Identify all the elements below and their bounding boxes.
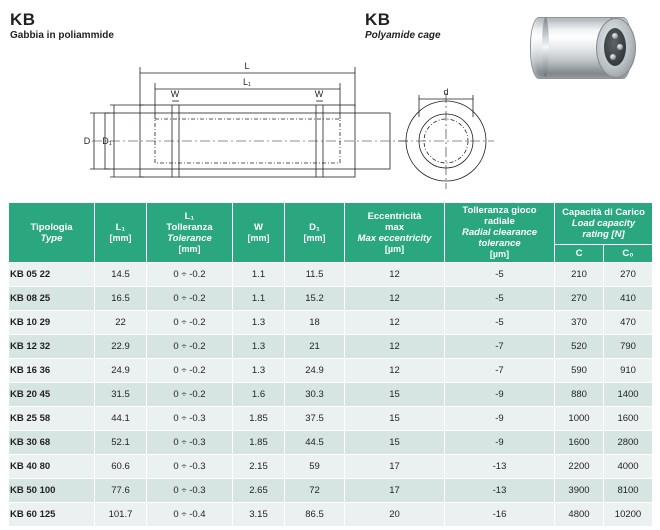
cell-d1: 44.5 bbox=[285, 431, 345, 455]
dimension-label-L: L bbox=[244, 61, 250, 71]
cell-radial: -7 bbox=[445, 335, 555, 359]
cell-tolerance: 0 ÷ -0.2 bbox=[147, 263, 233, 287]
product-photo bbox=[520, 8, 640, 86]
product-code-it: KB bbox=[10, 10, 36, 29]
cell-c0: 790 bbox=[604, 335, 653, 359]
cell-eccentricity: 20 bbox=[345, 503, 445, 527]
cell-c: 2200 bbox=[555, 455, 604, 479]
cell-radial: -5 bbox=[445, 287, 555, 311]
cell-tolerance: 0 ÷ -0.2 bbox=[147, 335, 233, 359]
dimension-label-D: D bbox=[83, 136, 91, 146]
header-type-it: Tipologia bbox=[30, 221, 73, 233]
cell-radial: -5 bbox=[445, 311, 555, 335]
cell-c: 520 bbox=[555, 335, 604, 359]
cell-d1: 18 bbox=[285, 311, 345, 335]
cell-eccentricity: 15 bbox=[345, 431, 445, 455]
cell-type: KB 20 45 bbox=[9, 383, 95, 407]
header-w bbox=[233, 203, 285, 263]
table-header-row-1 bbox=[9, 203, 653, 245]
header-load-c: C bbox=[555, 245, 604, 263]
header-type bbox=[9, 203, 95, 263]
cell-radial: -13 bbox=[445, 479, 555, 503]
cell-c0: 4000 bbox=[604, 455, 653, 479]
cell-d1: 11.5 bbox=[285, 263, 345, 287]
cell-radial: -7 bbox=[445, 359, 555, 383]
dimension-label-d: d bbox=[443, 87, 449, 97]
header-w-unit: [mm] bbox=[247, 232, 270, 243]
header-radial-en: Radial clearance bbox=[462, 227, 537, 238]
cell-tolerance: 0 ÷ -0.2 bbox=[147, 383, 233, 407]
cell-radial: -9 bbox=[445, 407, 555, 431]
cell-c: 1600 bbox=[555, 431, 604, 455]
cell-d1: 15.2 bbox=[285, 287, 345, 311]
dimension-label-D1: D₁ bbox=[102, 136, 112, 146]
cell-w: 1.85 bbox=[233, 431, 285, 455]
table-row bbox=[9, 455, 653, 479]
table-row bbox=[9, 503, 653, 527]
cell-c0: 470 bbox=[604, 311, 653, 335]
header-ecc-unit: [µm] bbox=[384, 243, 405, 254]
cell-eccentricity: 12 bbox=[345, 335, 445, 359]
cell-d1: 72 bbox=[285, 479, 345, 503]
technical-drawing bbox=[80, 55, 520, 195]
header-radial-clearance bbox=[445, 203, 555, 263]
cell-type: KB 25 58 bbox=[9, 407, 95, 431]
cell-l1: 16.5 bbox=[95, 287, 147, 311]
cell-l1: 22 bbox=[95, 311, 147, 335]
cell-c: 4800 bbox=[555, 503, 604, 527]
table-row bbox=[9, 263, 653, 287]
header-l1 bbox=[95, 203, 147, 263]
cell-tolerance: 0 ÷ -0.3 bbox=[147, 455, 233, 479]
header-tolerance bbox=[147, 203, 233, 263]
cell-eccentricity: 17 bbox=[345, 455, 445, 479]
table-head bbox=[9, 203, 653, 263]
cell-w: 1.3 bbox=[233, 335, 285, 359]
table-row bbox=[9, 431, 653, 455]
cell-c: 880 bbox=[555, 383, 604, 407]
bearing-ring-left bbox=[542, 17, 549, 77]
cell-tolerance: 0 ÷ -0.3 bbox=[147, 407, 233, 431]
dimension-label-W-right: W bbox=[314, 89, 324, 99]
header-w-symbol: W bbox=[254, 221, 263, 233]
table-row bbox=[9, 407, 653, 431]
header-eccentricity bbox=[345, 203, 445, 263]
cell-d1: 37.5 bbox=[285, 407, 345, 431]
page-header bbox=[0, 0, 660, 195]
header-type-en: Type bbox=[40, 232, 63, 244]
table-row bbox=[9, 383, 653, 407]
cell-l1: 101.7 bbox=[95, 503, 147, 527]
header-d1-symbol: D₁ bbox=[309, 221, 320, 233]
header-tolerance-en: Tolerance bbox=[167, 232, 212, 244]
title-italian bbox=[10, 10, 114, 43]
cell-tolerance: 0 ÷ -0.2 bbox=[147, 359, 233, 383]
cell-l1: 14.5 bbox=[95, 263, 147, 287]
header-ecc-it2: max bbox=[384, 221, 404, 233]
cell-c0: 1600 bbox=[604, 407, 653, 431]
table-row bbox=[9, 479, 653, 503]
cell-c0: 10200 bbox=[604, 503, 653, 527]
cell-radial: -13 bbox=[445, 455, 555, 479]
cell-l1: 24.9 bbox=[95, 359, 147, 383]
dimension-label-L1: L₁ bbox=[242, 77, 252, 87]
cell-type: KB 40 80 bbox=[9, 455, 95, 479]
cell-tolerance: 0 ÷ -0.3 bbox=[147, 479, 233, 503]
cell-c0: 8100 bbox=[604, 479, 653, 503]
cell-eccentricity: 17 bbox=[345, 479, 445, 503]
header-d1-unit: [mm] bbox=[303, 232, 326, 243]
cell-w: 1.6 bbox=[233, 383, 285, 407]
cell-l1: 31.5 bbox=[95, 383, 147, 407]
bearing-ball-icon bbox=[610, 54, 616, 60]
cell-c0: 1400 bbox=[604, 383, 653, 407]
header-radial-unit: [µm] bbox=[489, 249, 510, 259]
header-ecc-it: Eccentricità bbox=[367, 210, 422, 222]
cell-type: KB 10 29 bbox=[9, 311, 95, 335]
specifications-table-wrap bbox=[8, 202, 652, 527]
cell-tolerance: 0 ÷ -0.2 bbox=[147, 287, 233, 311]
header-radial-it2: radiale bbox=[484, 216, 515, 227]
title-english bbox=[365, 10, 441, 43]
header-tolerance-it: Tolleranza bbox=[166, 221, 213, 233]
cell-c: 1000 bbox=[555, 407, 604, 431]
header-load-it: Capacità di Carico bbox=[562, 207, 645, 219]
cell-c0: 910 bbox=[604, 359, 653, 383]
table-body bbox=[9, 263, 653, 527]
cell-w: 1.3 bbox=[233, 359, 285, 383]
dimension-label-W-left: W bbox=[170, 89, 180, 99]
header-radial-en2: tolerance bbox=[478, 238, 521, 249]
cell-l1: 44.1 bbox=[95, 407, 147, 431]
cell-c: 210 bbox=[555, 263, 604, 287]
table-row bbox=[9, 335, 653, 359]
header-load-c0: C₀ bbox=[604, 245, 653, 263]
cell-eccentricity: 12 bbox=[345, 359, 445, 383]
product-subtitle-en: Polyamide cage bbox=[365, 30, 441, 41]
cell-c: 590 bbox=[555, 359, 604, 383]
cell-l1: 52.1 bbox=[95, 431, 147, 455]
table-row bbox=[9, 359, 653, 383]
cell-c0: 2800 bbox=[604, 431, 653, 455]
cell-type: KB 05 22 bbox=[9, 263, 95, 287]
cell-l1: 22.9 bbox=[95, 335, 147, 359]
header-d1 bbox=[285, 203, 345, 263]
cell-c: 3900 bbox=[555, 479, 604, 503]
header-load-en2: rating [N] bbox=[582, 229, 625, 241]
cell-tolerance: 0 ÷ -0.2 bbox=[147, 311, 233, 335]
cell-type: KB 08 25 bbox=[9, 287, 95, 311]
cell-w: 1.1 bbox=[233, 263, 285, 287]
header-load-en: Load capacity bbox=[571, 218, 636, 230]
cell-eccentricity: 12 bbox=[345, 263, 445, 287]
cell-eccentricity: 12 bbox=[345, 311, 445, 335]
cell-eccentricity: 15 bbox=[345, 383, 445, 407]
cell-type: KB 12 32 bbox=[9, 335, 95, 359]
cell-radial: -16 bbox=[445, 503, 555, 527]
cell-d1: 59 bbox=[285, 455, 345, 479]
cell-l1: 60.6 bbox=[95, 455, 147, 479]
cell-w: 1.3 bbox=[233, 311, 285, 335]
cell-c0: 410 bbox=[604, 287, 653, 311]
product-code-en: KB bbox=[365, 10, 391, 29]
cell-c: 270 bbox=[555, 287, 604, 311]
header-tolerance-unit: [mm] bbox=[178, 243, 201, 254]
header-l1-symbol: L₁ bbox=[115, 221, 126, 233]
cell-type: KB 50 100 bbox=[9, 479, 95, 503]
header-ecc-en: Max eccentricity bbox=[357, 232, 432, 244]
cell-w: 2.15 bbox=[233, 455, 285, 479]
product-subtitle-it: Gabbia in poliammide bbox=[10, 30, 114, 41]
cell-w: 1.85 bbox=[233, 407, 285, 431]
header-tolerance-symbol: L₁ bbox=[184, 210, 195, 222]
specifications-table bbox=[8, 202, 653, 527]
cell-l1: 77.6 bbox=[95, 479, 147, 503]
cell-w: 1.1 bbox=[233, 287, 285, 311]
header-radial-it: Tolleranza gioco bbox=[462, 205, 537, 216]
header-load-capacity bbox=[555, 203, 653, 245]
cell-c0: 270 bbox=[604, 263, 653, 287]
cell-tolerance: 0 ÷ -0.4 bbox=[147, 503, 233, 527]
table-row bbox=[9, 311, 653, 335]
cell-radial: -9 bbox=[445, 383, 555, 407]
cell-d1: 24.9 bbox=[285, 359, 345, 383]
cell-w: 3.15 bbox=[233, 503, 285, 527]
cell-w: 2.65 bbox=[233, 479, 285, 503]
cell-c: 370 bbox=[555, 311, 604, 335]
bearing-ball-icon bbox=[617, 44, 623, 50]
cell-eccentricity: 15 bbox=[345, 407, 445, 431]
cell-tolerance: 0 ÷ -0.3 bbox=[147, 431, 233, 455]
cell-radial: -5 bbox=[445, 263, 555, 287]
table-row bbox=[9, 287, 653, 311]
bearing-ball-icon bbox=[612, 33, 618, 39]
cell-d1: 30.3 bbox=[285, 383, 345, 407]
cell-d1: 21 bbox=[285, 335, 345, 359]
cell-d1: 86.5 bbox=[285, 503, 345, 527]
cell-radial: -9 bbox=[445, 431, 555, 455]
cell-type: KB 30 68 bbox=[9, 431, 95, 455]
header-l1-unit: [mm] bbox=[109, 232, 132, 243]
cell-eccentricity: 12 bbox=[345, 287, 445, 311]
cell-type: KB 60 125 bbox=[9, 503, 95, 527]
cell-type: KB 16 36 bbox=[9, 359, 95, 383]
